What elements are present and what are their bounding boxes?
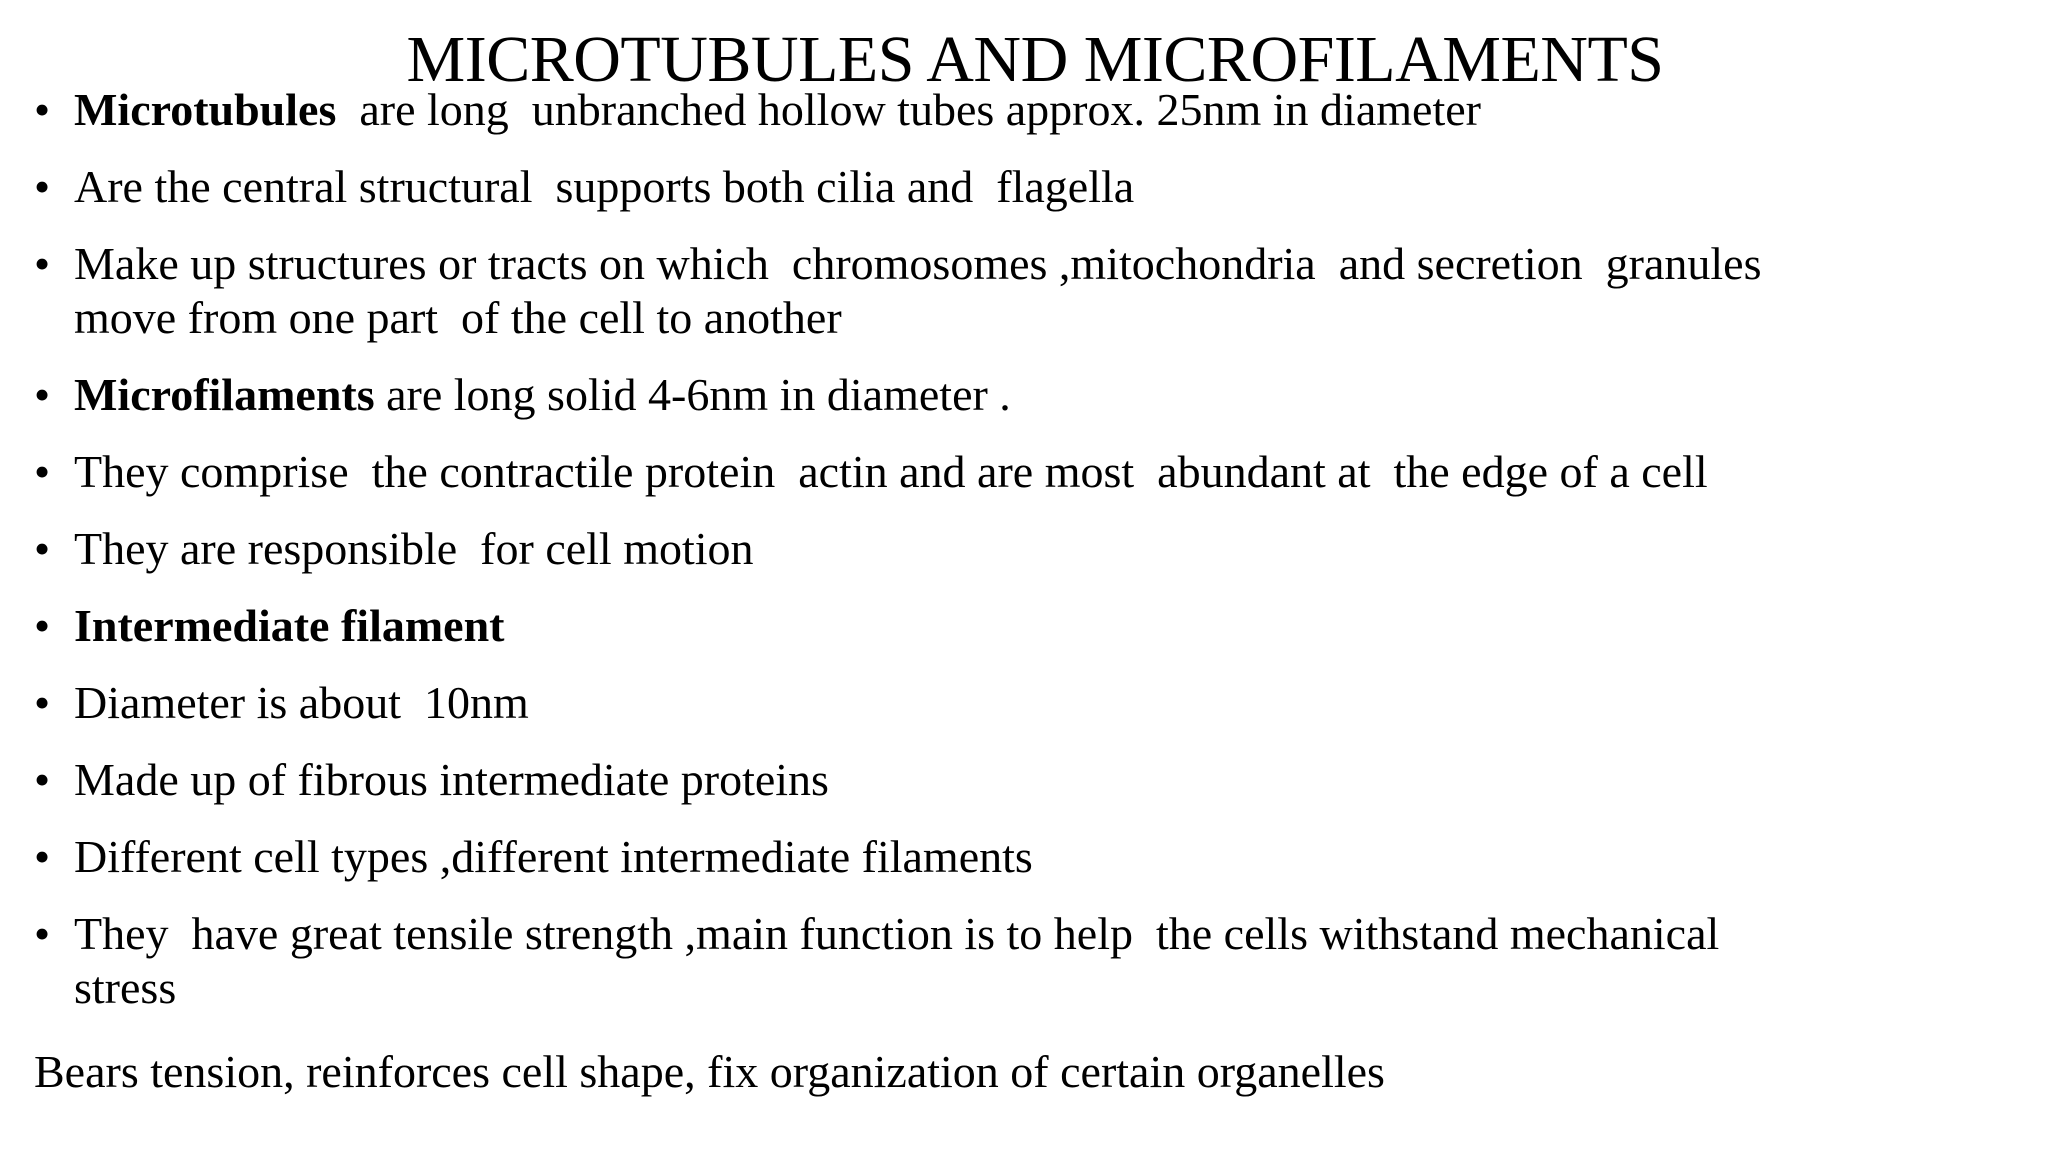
bullet-text: are long unbranched hollow tubes approx. 25nm in diameter bbox=[336, 84, 1481, 135]
bullet-item bbox=[34, 159, 2024, 215]
bullet-item bbox=[34, 598, 2024, 654]
bullet-text-continued: move from one part of the cell to another bbox=[74, 292, 842, 343]
bullet-text: Make up structures or tracts on which chromosomes ,mitochondria and secretion granules bbox=[74, 238, 1762, 289]
bullet-dot: • bbox=[34, 908, 51, 959]
bullet-text: They have great tensile strength ,main function is to help the cells withstand mechanical bbox=[74, 908, 1720, 959]
slide-title: MICROTUBULES AND MICROFILAMENTS bbox=[406, 23, 1664, 96]
bullet-dot: • bbox=[34, 369, 51, 420]
bullet-dot: • bbox=[34, 677, 51, 728]
bullet-dot: • bbox=[34, 446, 51, 497]
bullet-item bbox=[34, 82, 2024, 138]
bullet-item bbox=[34, 906, 2024, 1016]
bullet-bold-term: Intermediate filament bbox=[74, 600, 505, 651]
bullet-dot: • bbox=[34, 831, 51, 882]
bullet-dot: • bbox=[34, 600, 51, 651]
closing-statement: Bears tension, reinforces cell shape, fix organization of certain organelles bbox=[34, 1046, 1385, 1097]
bullet-item bbox=[34, 367, 2024, 423]
bullet-item bbox=[34, 444, 2024, 500]
bullet-text-continued: stress bbox=[74, 962, 177, 1013]
bullet-item bbox=[34, 521, 2024, 577]
bullet-text: They comprise the contractile protein actin and are most abundant at the edge of a cell bbox=[74, 446, 1708, 497]
bullet-item bbox=[34, 829, 2024, 885]
bullet-item bbox=[34, 752, 2024, 808]
bullet-text: Made up of fibrous intermediate proteins bbox=[74, 754, 829, 805]
bullet-text: Different cell types ,different intermediate filaments bbox=[74, 831, 1033, 882]
bullet-text: Are the central structural supports both cilia and flagella bbox=[74, 161, 1135, 212]
bullet-dot: • bbox=[34, 84, 51, 135]
bullet-dot: • bbox=[34, 754, 51, 805]
bullet-text: They are responsible for cell motion bbox=[74, 523, 754, 574]
bullet-text: Diameter is about 10nm bbox=[74, 677, 529, 728]
bullet-item bbox=[34, 675, 2024, 731]
bullet-dot: • bbox=[34, 523, 51, 574]
bullet-bold-term: Microtubules bbox=[74, 84, 337, 135]
bullet-dot: • bbox=[34, 238, 51, 289]
bullet-list bbox=[34, 82, 2024, 1037]
bullet-item bbox=[34, 236, 2024, 346]
bullet-text: are long solid 4-6nm in diameter . bbox=[374, 369, 1011, 420]
bullet-bold-term: Microfilaments bbox=[74, 369, 375, 420]
bullet-dot: • bbox=[34, 161, 51, 212]
